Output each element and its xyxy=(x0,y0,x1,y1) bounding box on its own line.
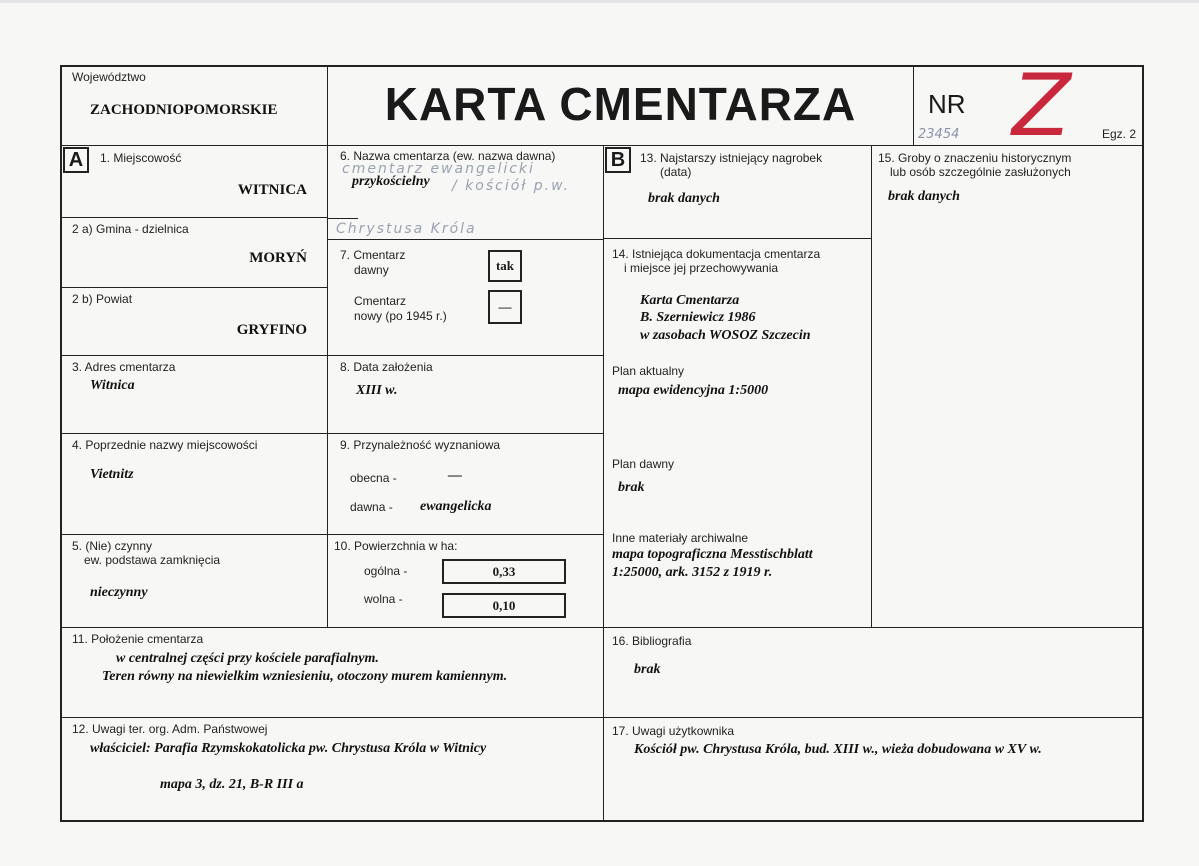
field-6-handwritten-2: / kościół p.w. xyxy=(452,178,571,194)
field-13-label-2: (data) xyxy=(660,165,692,179)
field-3-address xyxy=(62,356,328,434)
field-16-bibliography xyxy=(604,628,1144,718)
field-4-value: Vietnitz xyxy=(90,467,134,482)
field-7-label-1: 7. Cmentarz xyxy=(340,248,406,262)
field-6-handwritten-1: cmentarz ewangelicki xyxy=(342,161,535,177)
field-10-free-label: wolna - xyxy=(364,592,403,606)
plan-current-label: Plan aktualny xyxy=(612,364,685,378)
field-4-label: 4. Poprzednie nazwy miejscowości xyxy=(72,438,258,452)
field-17-value: Kościół pw. Chrystusa Króla, bud. XIII w., wieża dobudowana w XV w. xyxy=(634,742,1042,757)
field-8-label: 8. Data założenia xyxy=(340,360,433,374)
field-6-label: 6. Nazwa cmentarza (ew. nazwa dawna) xyxy=(340,149,556,163)
field-9-former-label: dawna - xyxy=(350,500,393,514)
field-7-label-2: dawny xyxy=(354,263,389,277)
field-8-value: XIII w. xyxy=(356,383,398,398)
field-17-label: 17. Uwagi użytkownika xyxy=(612,724,735,738)
field-11-line-1: w centralnej części przy kościele parafialnym. xyxy=(116,651,379,666)
field-7-label-4: nowy (po 1945 r.) xyxy=(354,309,447,323)
field-3-label: 3. Adres cmentarza xyxy=(72,360,176,374)
field-11-line-2: Teren równy na niewielkim wzniesieniu, otoczony murem kamiennym. xyxy=(102,669,508,684)
field-5-label-1: 5. (Nie) czynny xyxy=(72,539,153,553)
field-5-value: nieczynny xyxy=(90,585,148,600)
field-11-label: 11. Położenie cmentarza xyxy=(72,632,204,646)
field-15-notable-graves xyxy=(872,146,1144,628)
field-13-label-1: 13. Najstarszy istniejący nagrobek xyxy=(640,151,823,165)
field-4-former-names xyxy=(62,434,328,535)
field-16-label: 16. Bibliografia xyxy=(612,634,692,648)
field-10-free-value: 0,10 xyxy=(442,593,566,618)
field-8-founding-date xyxy=(328,356,604,434)
field-14-documentation xyxy=(604,239,872,628)
other-materials-label: Inne materiały archiwalne xyxy=(612,531,749,545)
field-3-value: Witnica xyxy=(90,378,135,393)
field-7-new-box: — xyxy=(488,290,522,324)
field-2b-district xyxy=(62,288,328,356)
copy-label: Egz. 2 xyxy=(1101,127,1136,141)
page-title: KARTA CMENTARZA xyxy=(384,78,857,130)
field-14-doc-line-2: B. Szerniewicz 1986 xyxy=(640,310,756,325)
field-12-label: 12. Uwagi ter. org. Adm. Państwowej xyxy=(72,722,268,736)
field-15-label-2: lub osób szczególnie zasłużonych xyxy=(890,165,1071,179)
field-14-label-2: i miejsce jej przechowywania xyxy=(624,261,779,275)
field-1-locality xyxy=(62,146,328,218)
field-16-value: brak xyxy=(634,662,661,677)
field-12-line-1: właściciel: Parafia Rzymskokatolicka pw. Chrystusa Króla w Witnicy xyxy=(90,741,487,756)
field-6-value: przykościelny xyxy=(352,174,430,189)
field-13-oldest-grave xyxy=(604,146,872,239)
field-10-area xyxy=(328,535,604,628)
field-2a-value: MORYŃ xyxy=(249,250,307,266)
field-6-divider xyxy=(328,218,358,219)
field-10-total-value: 0,33 xyxy=(442,559,566,584)
plan-old-value: brak xyxy=(618,480,645,495)
other-materials-line-1: mapa topograficzna Messtischblatt xyxy=(612,547,813,562)
field-7-cemetery-type xyxy=(328,239,604,356)
nr-label: NR xyxy=(928,89,966,119)
other-materials-line-2: 1:25000, ark. 3152 z 1919 r. xyxy=(612,565,773,580)
field-10-total-label: ogólna - xyxy=(364,564,408,578)
plan-current-value: mapa ewidencyjna 1:5000 xyxy=(618,383,769,398)
field-6-handwritten-3: Chrystusa Króla xyxy=(336,221,477,237)
field-1-label: 1. Miejscowość xyxy=(100,151,182,165)
field-10-label: 10. Powierzchnia w ha: xyxy=(334,539,458,553)
field-2a-commune xyxy=(62,218,328,288)
field-7-old-box: tak xyxy=(488,250,522,282)
field-5-label-2: ew. podstawa zamknięcia xyxy=(84,553,221,567)
field-9-current-label: obecna - xyxy=(350,471,397,485)
nr-handwritten: Z xyxy=(1012,56,1071,156)
plan-old-label: Plan dawny xyxy=(612,457,675,471)
field-9-denomination xyxy=(328,434,604,535)
field-2a-label: 2 a) Gmina - dzielnica xyxy=(72,222,189,236)
field-14-doc-line-1: Karta Cmentarza xyxy=(640,293,740,308)
field-14-doc-line-3: w zasobach WOSOZ Szczecin xyxy=(640,328,811,343)
field-13-value: brak danych xyxy=(648,191,720,206)
field-9-label: 9. Przynależność wyznaniowa xyxy=(340,438,501,452)
field-15-label-1: 15. Groby o znaczeniu historycznym xyxy=(878,151,1072,165)
section-a-marker: A xyxy=(63,147,89,173)
field-7-label-3: Cmentarz xyxy=(354,294,407,308)
field-12-line-2: mapa 3, dz. 21, B-R III a xyxy=(160,777,304,792)
field-14-label-1: 14. Istniejąca dokumentacja cmentarza xyxy=(612,247,821,261)
field-5-active xyxy=(62,535,328,628)
field-11-location xyxy=(62,628,604,718)
field-2b-label: 2 b) Powiat xyxy=(72,292,133,306)
field-1-value: WITNICA xyxy=(237,182,307,198)
voivodeship-label: Województwo xyxy=(72,70,146,84)
field-9-current-value: — xyxy=(448,468,462,483)
nr-pencil-note: 23454 xyxy=(918,127,960,142)
field-17-user-remarks xyxy=(604,718,1144,822)
voivodeship-cell xyxy=(62,67,328,146)
field-15-value: brak danych xyxy=(888,189,960,204)
voivodeship-value: ZACHODNIOPOMORSKIE xyxy=(90,102,278,118)
form-frame xyxy=(60,56,1144,822)
field-9-former-value: ewangelicka xyxy=(420,499,492,514)
field-12-admin-remarks xyxy=(62,718,604,822)
title-cell xyxy=(328,67,914,146)
section-b-marker: B xyxy=(605,147,631,173)
number-cell xyxy=(914,56,1144,156)
field-2b-value: GRYFINO xyxy=(236,322,307,338)
